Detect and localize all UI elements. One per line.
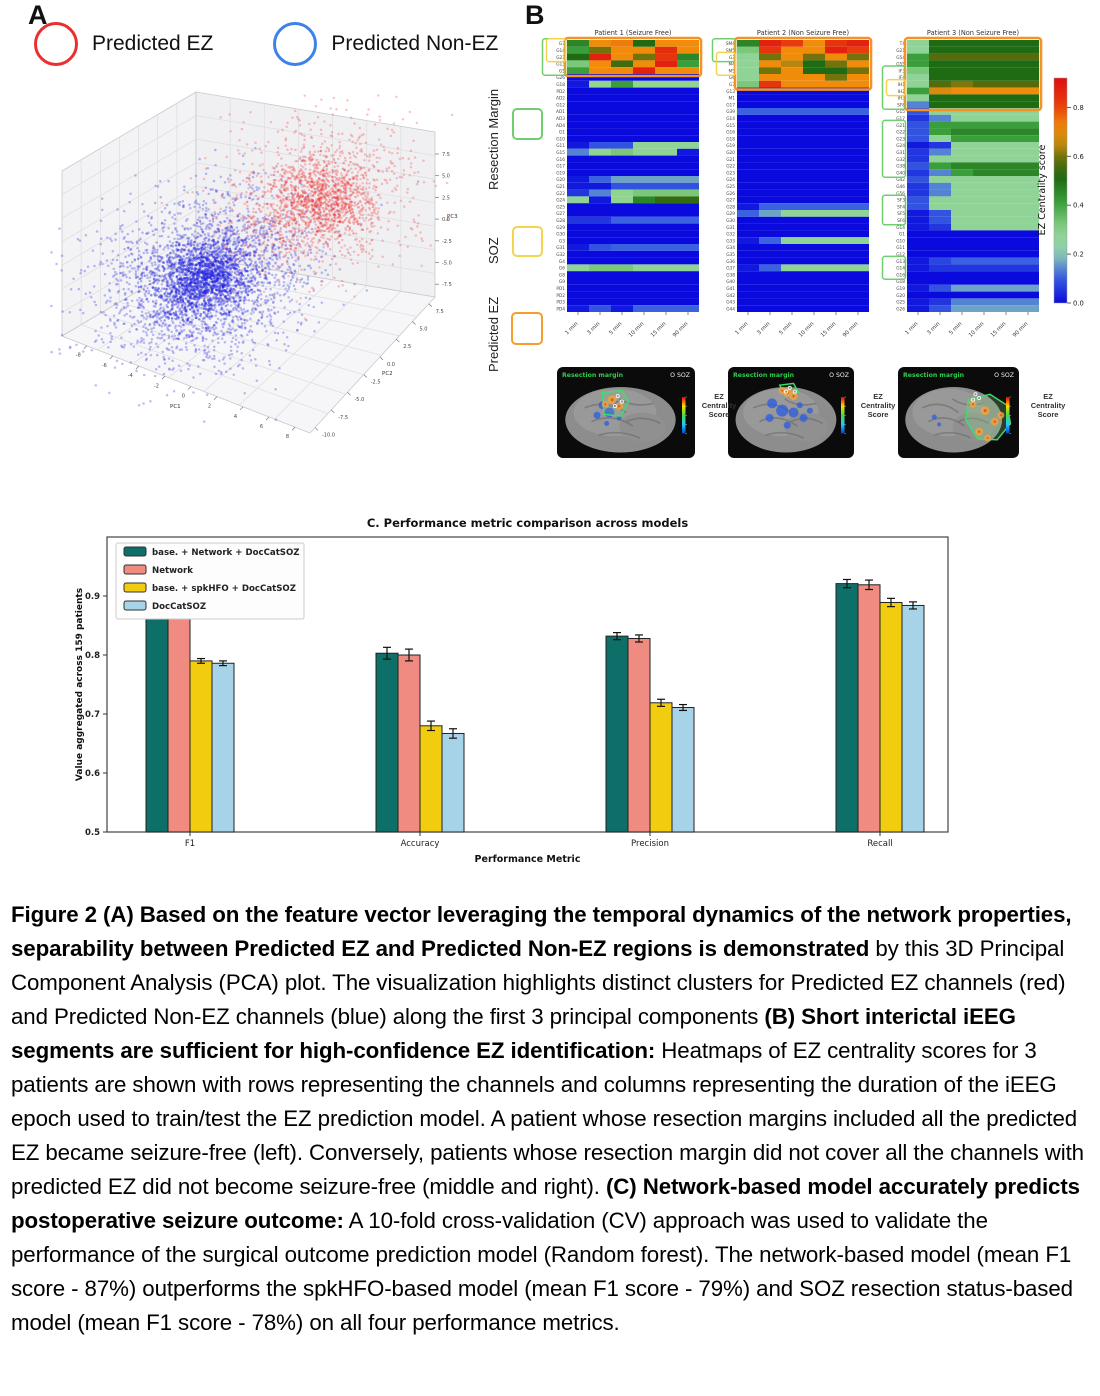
panel-b-label: B <box>525 0 545 30</box>
predicted-non-ez-circle-icon <box>273 22 317 66</box>
ez-centrality-colorbar <box>1034 70 1098 320</box>
row-group-label-soz: SOZ <box>486 237 501 264</box>
ez-centrality-score-label-3: EZ Centrality Score <box>1030 392 1066 419</box>
heatmap-patient-2 <box>711 26 876 366</box>
heatmap-patient-3 <box>881 26 1046 366</box>
row-group-label-predicted-ez: Predicted EZ <box>486 296 501 372</box>
legend-label: Predicted EZ <box>92 32 214 55</box>
soz-box-icon <box>512 226 543 257</box>
performance-bar-chart <box>70 512 1010 874</box>
ez-centrality-score-label-2: EZ Centrality Score <box>860 392 896 419</box>
panel-a-legend <box>34 22 498 66</box>
panel-a-label: A <box>28 0 48 30</box>
figure-caption: Figure 2 (A) Based on the feature vector leveraging the temporal dynamics of the network properties, separability between Predicted EZ and Predicted Non-EZ regions is demonstrated by this 3D Principal Component Analysis (PCA) plot. The visualization highlights distinct clusters for Predicted EZ channels (red) and Predicted Non-EZ channels (blue) along the first 3 principal components (B) Short interictal iEEG segments are sufficient for high-confidence EZ identification: Heatmaps of EZ centrality scores for 3 patients are shown with rows representing the channels and columns representing the duration of the iEEG epoch used to train/test the EZ prediction model. A patient whose resection margins included all the predicted EZ became seizure-free (left). Conversely, patients whose resection margin did not cover all the channels with predicted EZ did not become seizure-free (middle and right). (C) Network-based model accurately predicts postoperative seizure outcome: A 10-fold cross-validation (CV) approach was used to validate the performance of the surgical outcome prediction model (Random forest). The network-based model (mean F1 score - 87%) outperforms the spkHFO-based model (mean F1 score - 79%) and SOZ resection status-based model (mean F1 score - 78%) on all four performance metrics. <box>11 902 1084 1336</box>
heatmap-patient-1 <box>541 26 706 366</box>
legend-item-predicted-non-ez <box>273 22 498 66</box>
predicted-ez-circle-icon <box>34 22 78 66</box>
legend-item-predicted-ez <box>34 22 213 66</box>
resection-margin-box-icon <box>512 108 543 140</box>
pca-3d-scatter-plot <box>20 88 490 460</box>
legend-label: Predicted Non-EZ <box>331 32 499 55</box>
row-group-label-resection-margin: Resection Margin <box>486 88 501 190</box>
brain-panel-2 <box>728 367 854 458</box>
predicted-ez-box-icon <box>511 312 543 345</box>
brain-panel-3 <box>898 367 1019 458</box>
ez-centrality-score-label-1: EZ Centrality Score <box>701 392 737 419</box>
brain-panel-1 <box>557 367 695 458</box>
